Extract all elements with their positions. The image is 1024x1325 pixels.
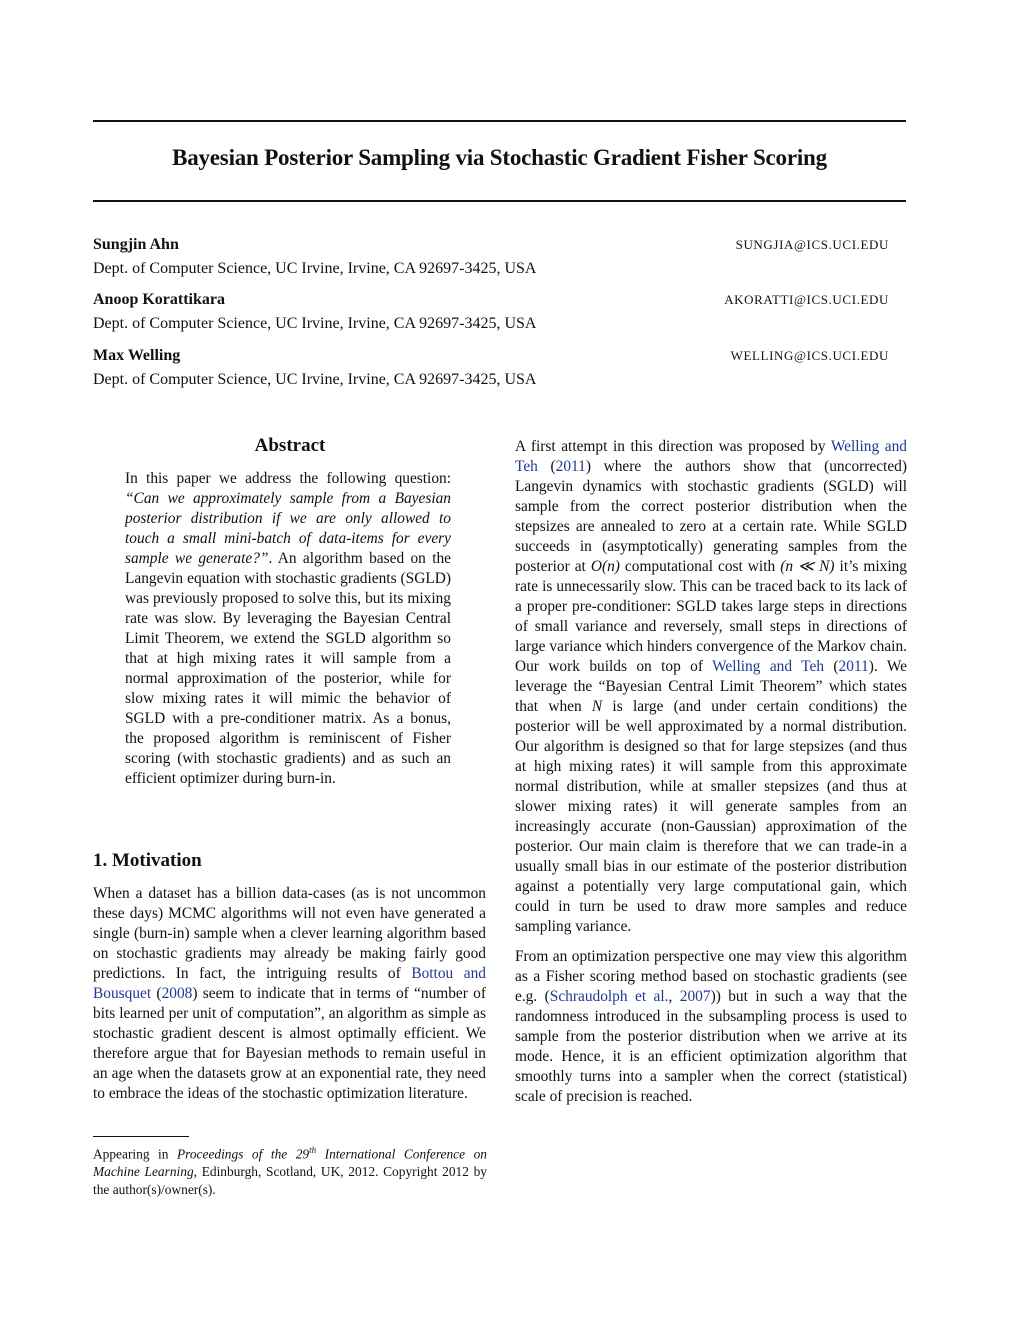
body-text: where the authors show that (uncorrected) Langevin dynamics with stochastic gradients (SGLD) will sample from the correct posterior distribution when the stepsizes are annealed to zero at a certain rate. While SGLD succeeds in (asymptotically) generating samples from the posterior at xyxy=(515,458,907,575)
body-text: is large (and under certain conditions) the posterior will be well approximated by a normal distribution. Our algorithm is designed so that for large stepsizes (and thus at high mixing rates) it will sample from this approximate normal distribution, while at smaller stepsizes (and thus at slower mixing rates) it will generate samples from an increasingly accurate (non-Gaussian) approximation of the posterior. Our main claim is therefore that we can trade-in a usually small bias in our estimate of the posterior distribution against a potentially very large computational gain, which could in turn be used to draw more samples and reduce sampling variance. xyxy=(515,698,907,935)
author-name: Anoop Korattikara xyxy=(93,291,225,308)
citation-year-link[interactable]: 2008 xyxy=(161,985,193,1002)
footnote-ordinal-sup: th xyxy=(309,1145,317,1155)
abstract-heading: Abstract xyxy=(254,435,326,456)
math-expression: N xyxy=(591,698,603,715)
footnote-rule xyxy=(93,1136,189,1137)
footnote-venue: International Conference on Machine Learning xyxy=(93,1146,487,1180)
footnote-ordinal: 29 xyxy=(295,1146,310,1162)
motivation-text: When a dataset has a billion data-cases (as is not uncommon these days) MCMC algorithms will not even have generated a single (burn-in) sample when a clever learning algorithm based on stochastic gradients may already be making fairly good predictions. In fact, the intriguing results of xyxy=(93,885,486,982)
citation-link[interactable]: Bottou and Bousquet xyxy=(93,965,486,1002)
footnote-text: Appearing in xyxy=(93,1146,177,1162)
motivation-paragraph: When a dataset has a billion data-cases (as is not uncommon these days) MCMC algorithms will not even have generated a single (burn-in) sample when a clever learning algorithm based on stochastic gradients may already be making fairly good predictions. In fact, the intriguing results of Bottou and Bousquet (2008) seem to indicate that in terms of “number of bits learned per unit of computation”, an algorithm as simple as stochastic gradient descent is almost optimally efficient. We therefore argue that for Bayesian methods to remain useful in an age when the datasets grow at an exponential rate, they need to embrace the ideas of the stochastic optimization literature. xyxy=(93,885,486,1102)
citation-year-link[interactable]: 2007 xyxy=(679,988,711,1005)
body-text: From an optimization perspective one may view this algorithm as a Fisher scoring method based on stochastic gradients (see e.g. ( xyxy=(515,948,907,1005)
paper-title: Bayesian Posterior Sampling via Stochastic Gradient Fisher Scoring xyxy=(172,145,827,170)
footnote-text: , Edinburgh, Scotland, UK, 2012. Copyright 2012 by the author(s)/owner(s). xyxy=(93,1164,487,1198)
author-affiliation: Dept. of Computer Science, UC Irvine, Irvine, CA 92697-3425, USA xyxy=(93,371,537,388)
title-bottom-rule xyxy=(93,200,906,202)
motivation-text: seem to indicate that in terms of “number of bits learned per unit of computation”, an algorithm as simple as stochastic gradient descent is almost optimally efficient. We therefore argue that for Bayesian methods to remain useful in an age when the datasets grow at an exponential rate, they need to embrace the ideas of the stochastic optimization literature. xyxy=(93,985,486,1102)
author-name: Max Welling xyxy=(93,347,181,364)
citation-link[interactable]: Schraudolph et al. xyxy=(549,988,669,1005)
author-affiliation: Dept. of Computer Science, UC Irvine, Irvine, CA 92697-3425, USA xyxy=(93,260,537,277)
optimization-paragraph: From an optimization perspective one may view this algorithm as a Fisher scoring method based on stochastic gradients (see e.g. (Schraudolph et al., 2007)) but in such a way that the randomness introduced in the subsampling process is used to sample from the posterior distribution when we arrive at its mode. Hence, it is an efficient optimization algorithm that smoothly turns into a sampler when the correct (statistical) scale of precision is reached. xyxy=(515,948,907,1105)
footnote-venue: Proceedings of the xyxy=(176,1146,288,1162)
top-rule xyxy=(93,120,906,122)
abstract-text: . An algorithm based on the Langevin equation with stochastic gradients (SGLD) was previously proposed to solve this, but its mixing rate was slow. By leveraging the Bayesian Central Limit Theorem, we extend the SGLD algorithm so that at high mixing rates it will sample from a normal approximation of the posterior, while for slow mixing rates it will mimic the behavior of SGLD with a pre-conditioner matrix. As a bonus, the proposed algorithm is reminiscent of Fisher scoring (with stochastic gradients) and as such an efficient optimizer during burn-in. xyxy=(125,550,452,787)
author-email[interactable]: AKORATTI@ICS.UCI.EDU xyxy=(724,292,889,307)
abstract-question: “Can we approximately sample from a Bayesian posterior distribution if we are only allowed to touch a small mini-batch of data-items for every sample we generate?” xyxy=(125,490,451,567)
footnote xyxy=(93,1141,487,1199)
author-email[interactable]: SUNGJIA@ICS.UCI.EDU xyxy=(735,237,889,252)
author-name: Sungjin Ahn xyxy=(93,236,179,253)
math-expression: (n ≪ N) xyxy=(780,558,835,575)
author-block xyxy=(93,290,893,334)
author-block xyxy=(93,235,893,279)
math-expression: O(n) xyxy=(590,558,620,575)
author-block xyxy=(93,346,893,390)
body-text: )) but in such a way that the randomness introduced in the subsampling process is used to sample from the posterior distribution when we arrive at its mode. Hence, it is an efficient optimization algorithm that smoothly turns into a sampler when the correct (statistical) scale of precision is reached. xyxy=(515,988,907,1105)
body-text: it’s mixing rate is unnecessarily slow. This can be traced back to its lack of a proper pre-conditioner: SGLD takes large steps in directions of small variance and reversely, small steps in directions of large variance which hinders convergence of the Markov chain. Our work builds on top of xyxy=(515,558,908,675)
citation-year-link[interactable]: 2011 xyxy=(838,658,869,675)
abstract-intro: In this paper we address the following question: xyxy=(125,470,451,487)
body-text: A first attempt in this direction was proposed by xyxy=(515,438,831,455)
right-column xyxy=(515,437,907,1107)
abstract-body xyxy=(125,469,451,789)
body-text: . We leverage the “Bayesian Central Limit Theorem” which states that when xyxy=(515,658,907,715)
citation-link[interactable]: Welling and Teh xyxy=(515,438,907,475)
citation-link[interactable]: Welling and Teh xyxy=(712,658,825,675)
intro-paragraph: A first attempt in this direction was proposed by Welling and Teh (2011) where the authors show that (uncorrected) Langevin dynamics with stochastic gradients (SGLD) will sample from the correct posterior distribution when the stepsizes are annealed to zero at a certain rate. While SGLD succeeds in (asymptotically) generating samples from the posterior at O(n) computational cost with (n ≪ N) it’s mixing rate is unnecessarily slow. This can be traced back to its lack of a proper pre-conditioner: SGLD takes large steps in directions of small variance and reversely, small steps in directions of large variance which hinders convergence of the Markov chain. Our work builds on top of Welling and Teh (2011). We leverage the “Bayesian Central Limit Theorem” which states that when N is large (and under certain conditions) the posterior will be well approximated by a normal distribution. Our algorithm is designed so that for large stepsizes (and thus at high mixing rates) it will sample from this approximate normal distribution, while at smaller stepsizes (and thus at slower mixing rates) it will generate samples from an increasingly accurate (non-Gaussian) approximation of the posterior. Our main claim is therefore that we can trade-in a usually small bias in our estimate of the posterior distribution against a potentially very large computational gain, which could in turn be used to draw more samples and reduce sampling variance. xyxy=(515,438,908,935)
author-email[interactable]: WELLING@ICS.UCI.EDU xyxy=(730,348,889,363)
citation-year-link[interactable]: 2011 xyxy=(555,458,586,475)
body-text: computational cost with xyxy=(619,558,781,575)
author-affiliation: Dept. of Computer Science, UC Irvine, Irvine, CA 92697-3425, USA xyxy=(93,315,537,332)
section-heading: 1. Motivation xyxy=(93,850,202,871)
